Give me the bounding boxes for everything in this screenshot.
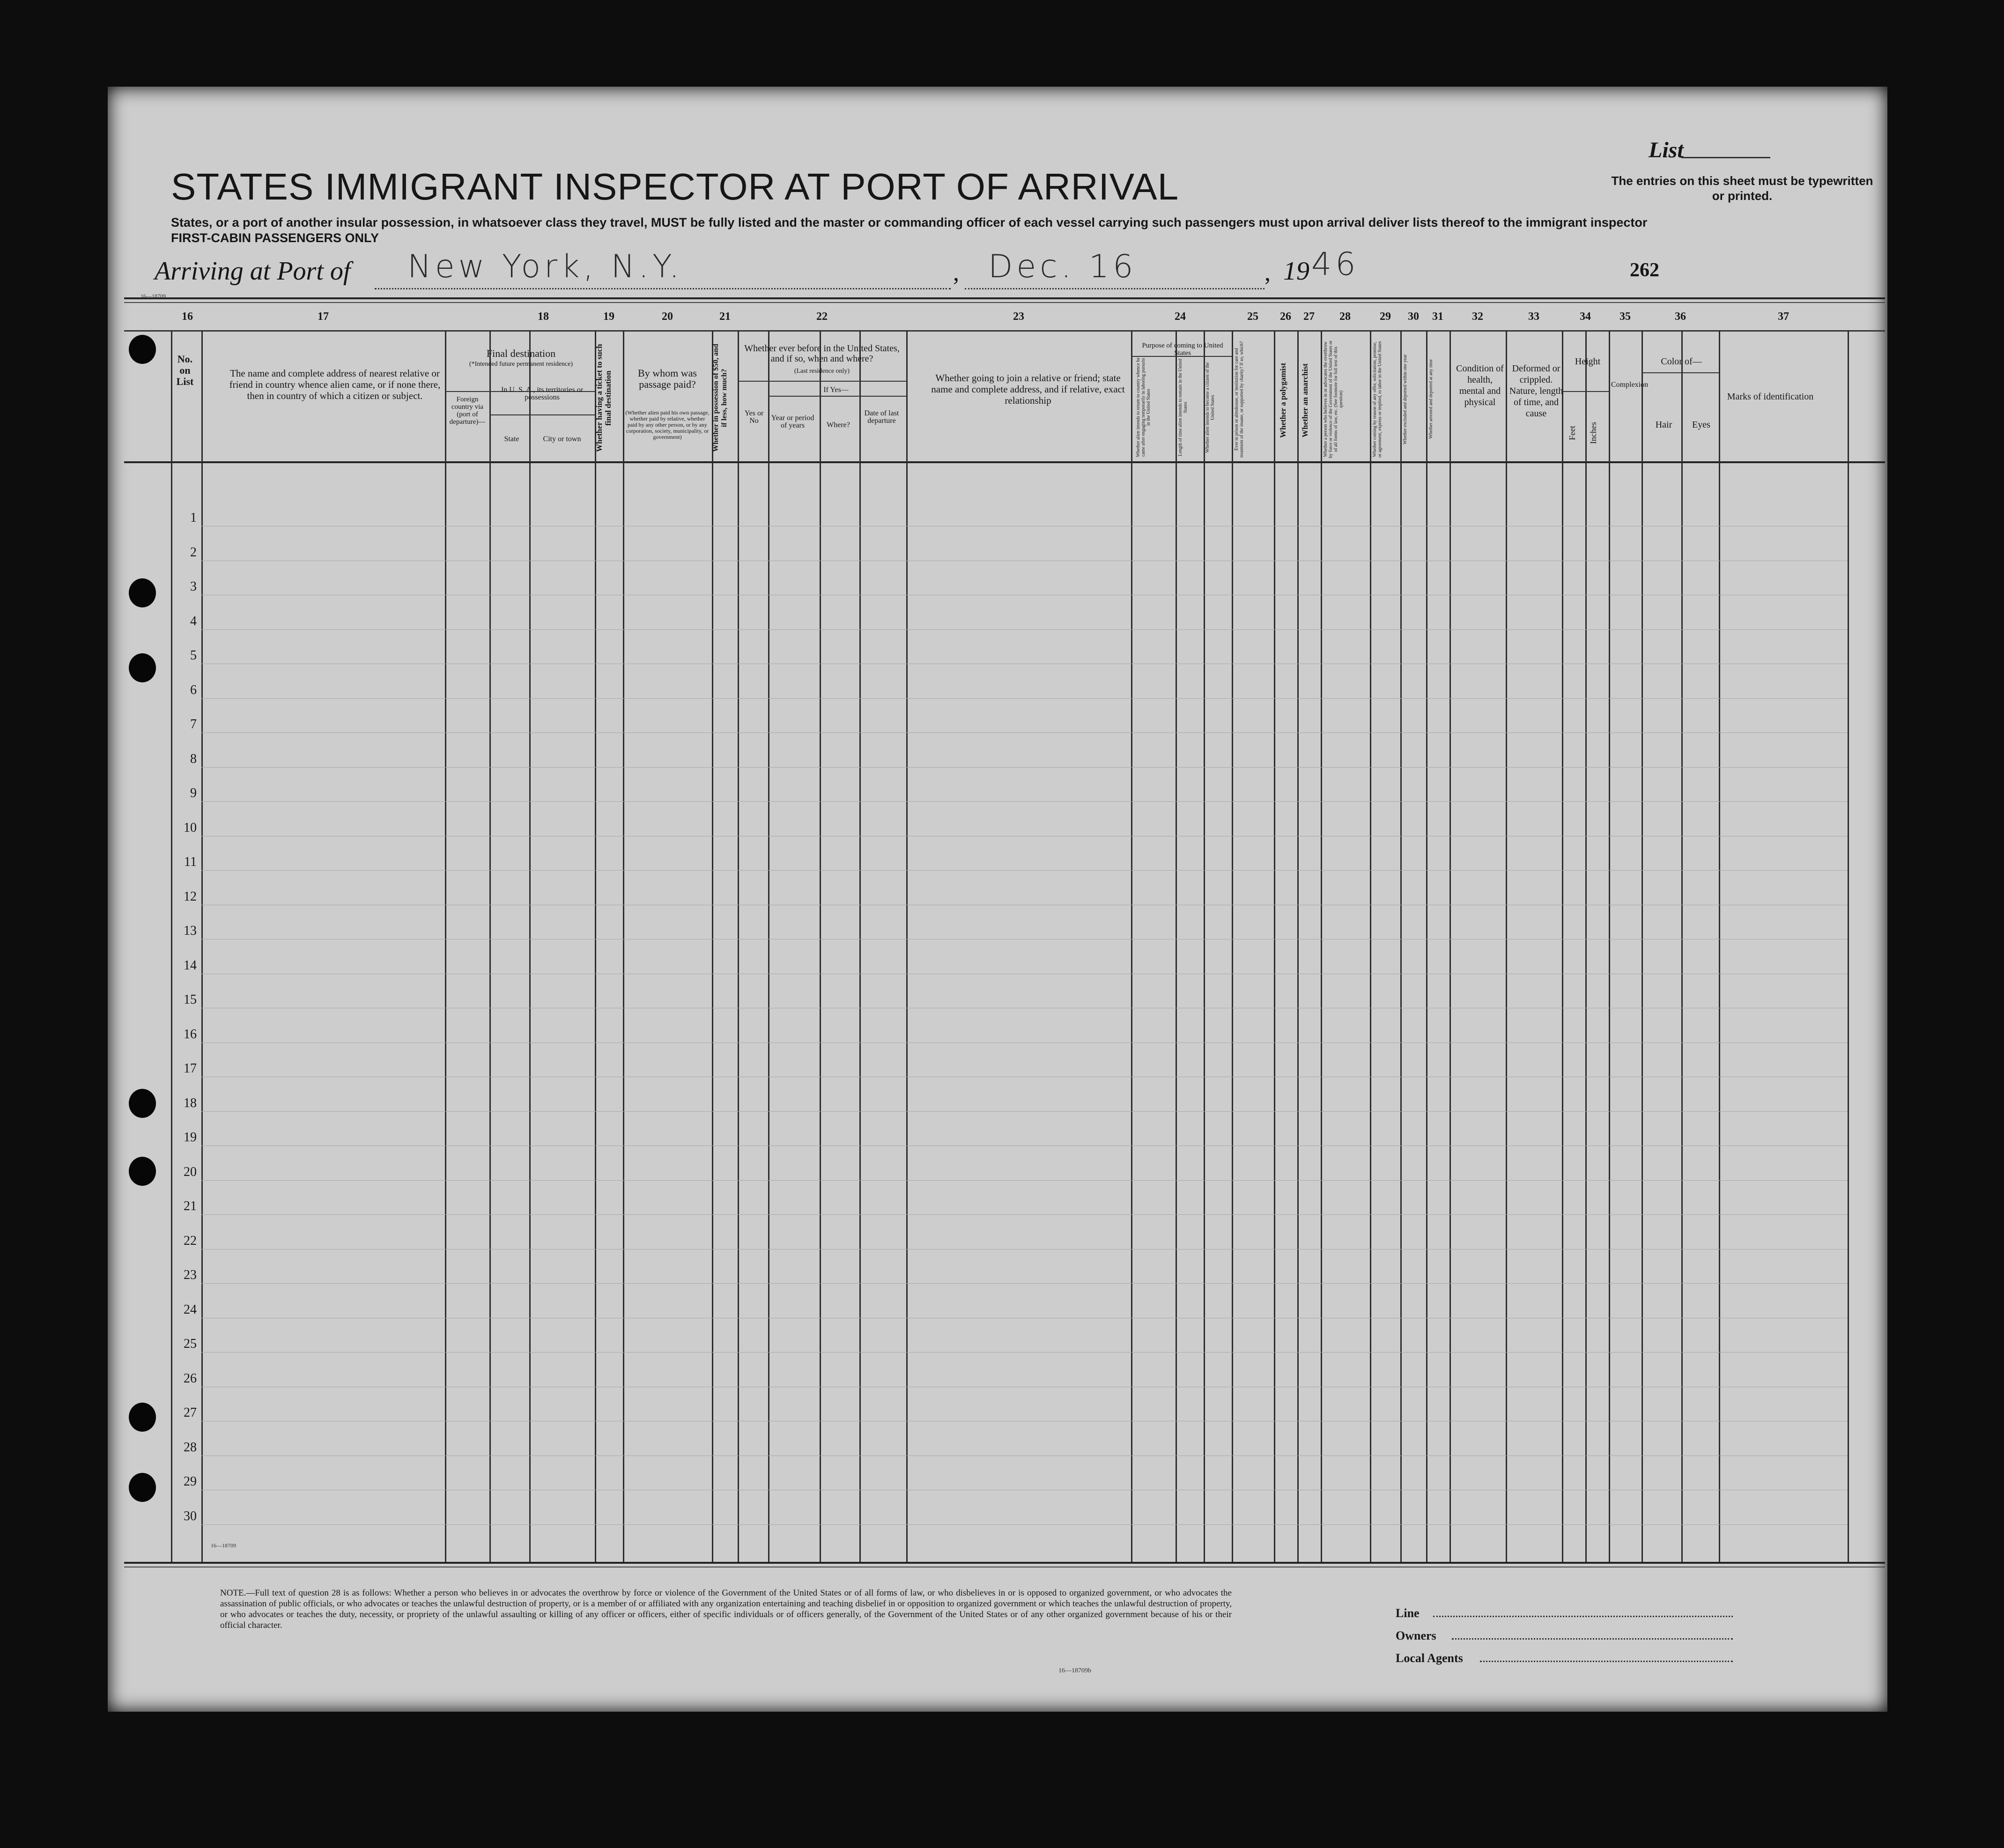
header-prison: Ever in prison or almshouse, or institution for care and treatment of the insane, or supported by charity? If so, which? [1234,341,1244,458]
punch-hole [129,653,156,682]
column-rule [201,330,203,1562]
column-number: 32 [1472,310,1483,323]
header-state: State [504,435,519,443]
local-agents-field [1480,1661,1733,1662]
row-number: 21 [184,1199,197,1213]
column-number: 19 [603,310,614,323]
row-number: 7 [190,717,197,732]
column-number: 21 [719,310,731,323]
manifest-sheet: STATES IMMIGRANT INSPECTOR AT PORT OF ARRIVAL States, or a port of another insular possession, in whatsoever class they travel, MUST be fully listed and the master or commanding officer of each vessel carrying such passengers must upon arrival deliver lists thereof to the immigrant inspector FIRST-CABIN PASSENGERS ONLY List The entries on this sheet must be typewritten or printed. Arriving at Port of New York, N.Y. , Dec. 16 , 19 46 262 16—18709 16 17 18 19 20 21 22 23 24 25 26 27 28 29 30 31 32 33 34 35 36 37 No. on List The name and complete address of nearest relative or friend in country whence alien came, or if none there, then in country of which a citizen or subject. Final destination (*Intended future permanent residence) Foreign country via (port of departure)— In U. S. A., its territories or possessions State City or town Whether having a ticket to such final destination By whom was passage paid? (Whether alien paid his own passage, whether paid by relative, whether paid by any other person, or by any corporation, society, municipality, or government) Whether in possession of $50, and if less, how much? Whether ever before in the United States, and if so, when and where? (Last residence only) If Yes— Yes or No Year or period of years Where? Date of last departure Whether going to join a relative or friend; state name and complete address, and if relative, exact relationship Purpose of coming to United States Whether alien intends to return to country whence he came after engaging temporarily in laboring pursuits in the United States Length of time alien intends to remain in the United States Whether alien intends to become a citizen of the United States Ever in prison or almshouse, or institution for care and treatment of the insane, or supported by charity? If so, which? Whether a polygamist Whether an anarchist Whether a person who believes in or advocates the overthrow by force or violence of the Government of the United States or of all forms of law, etc. (See footnote for full text of this question) Whether coming by reason of any offer, solicitation, promise, or agreement, express or implied, to labor in the United States Whether excluded and deported within one year Whether arrested and deported at any time Condition of health, mental and physical Deformed or crippled. Nature, length of time, and cause Height Feet Inches Complexion Color of— Hair Eyes Marks of identification 1 2 3 4 5 6 7 8 9 10 11 12 13 14 15 16 17 18 19 20 21 22 23 24 25 26 27 28 29 30 16—18709 NOTE.—Full text of question 28 is as follows: Whether a person who believes in or advocates the overthrow by force or violence of the Government of the United States or of all forms of law, or who disbelieves in or is opposed to organized government, or who advocates the assassination of public officials, or who advocates or teaches the unlawful destruction of property, or is a member of or affiliated with any organization entertaining and teaching disbelief in or opposition to organized government or which teaches the unlawful destruction of property, or who advocates or teaches the duty, necessity, or propriety of the unlawful assaulting or killing of any officer or officers, either of specific individuals or of officers generally, of the Government of the United States or of any other organized government because of his or their official character. 16—18709b Line Owners Local Agents [108,87,1887,1712]
column-number: 16 [182,310,193,323]
header-marks: Marks of identification [1727,392,1814,402]
header-ever-before: Whether ever before in the United States, and if so, when and where? [744,343,900,364]
table-row [201,870,1848,871]
punch-hole [129,1403,156,1432]
header-purpose-length: Length of time alien intends to remain in the United States [1178,359,1188,457]
column-number: 24 [1175,310,1186,323]
column-rule [738,330,739,1562]
column-number: 18 [538,310,549,323]
column-rule [859,330,861,1562]
header-ticket: Whether having a ticket to such final destination [595,344,613,452]
footnote: NOTE.—Full text of question 28 is as follows: Whether a person who believes in or advocates the overthrow by force or violence of the Government of the United States or of all forms of law, or who disbelieves in or is opposed to organized government, or who advocates the assassination of public officials, or who advocates or teaches the unlawful destruction of property, or is a member of or affiliated with any organization entertaining and teaching disbelief in or opposition to organized government or which teaches the unlawful destruction of property, or who advocates or teaches the duty, necessity, or propriety of the unlawful assaulting or killing of any officer or officers, either of specific individuals or of officers generally, of the Government of the United States or of any other organized government because of his or their official character. [220,1588,1232,1630]
row-number: 12 [184,889,197,904]
column-rule [529,330,531,1562]
column-rule [623,330,624,1562]
column-rule [1449,330,1451,1562]
arriving-label: Arriving at Port of [155,257,351,286]
row-number: 17 [184,1061,197,1076]
header-feet: Feet [1568,426,1577,441]
row-number: 5 [190,648,197,663]
typed-notice: The entries on this sheet must be typewritten or printed. [1611,174,1873,203]
header-purpose-return: Whether alien intends to return to country whence he came after engaging temporarily in laboring pursuits in the United States [1136,357,1151,458]
header-height: Height [1575,356,1601,367]
row-number: 29 [184,1474,197,1489]
row-number: 8 [190,751,197,766]
year-handwritten: 46 [1311,246,1360,283]
column-rule [1232,330,1233,1562]
form-subtitle: States, or a port of another insular possession, in whatsoever class they travel, MUST be fully listed and the master or commanding officer of each vessel carrying such passengers must upon arrival deliver lists thereof to the immigrant inspector [171,215,1648,229]
row-number: 1 [190,510,197,525]
column-rule [1400,330,1402,1562]
header-where: Where? [827,421,850,429]
table-row [201,1283,1848,1284]
column-number: 23 [1013,310,1024,323]
row-number: 2 [190,545,197,560]
date-handwritten: Dec. 16 [988,248,1137,285]
row-number: 30 [184,1508,197,1523]
header-passage-paid: By whom was passage paid? [638,367,697,390]
column-number: 35 [1619,310,1631,323]
column-rule [1681,330,1683,1562]
row-number: 23 [184,1268,197,1282]
header-usa: In U. S. A., its territories or possessions [501,386,584,401]
column-rule [1370,330,1371,1562]
column-rule [768,330,769,1562]
header-polygamist: Whether a polygamist [1279,362,1287,438]
column-number: 37 [1778,310,1789,323]
column-rule [595,330,596,1562]
column-rule [1506,330,1507,1562]
header-purpose: Purpose of coming to United States [1142,342,1223,357]
column-number: 34 [1580,310,1591,323]
punch-hole [129,578,156,607]
row-number: 22 [184,1233,197,1248]
header-eyes: Eyes [1692,420,1710,430]
table-row [201,698,1848,699]
header-color-of: Color of— [1661,356,1702,367]
table-row [201,1042,1848,1043]
class-line: FIRST-CABIN PASSENGERS ONLY [171,231,379,245]
column-number: 17 [318,310,329,323]
header-ever-before-note: (Last residence only) [794,368,850,375]
header-deformed: Deformed or crippled. Nature, length of time, and cause [1509,363,1563,419]
row-number: 24 [184,1302,197,1317]
punch-hole [129,335,156,364]
header-final-destination: Final destination [486,347,556,359]
column-rule [1204,330,1205,1562]
table-row [201,1180,1848,1181]
column-number: 27 [1303,310,1315,323]
header-final-destination-note: (*Intended future permanent residence) [469,361,573,368]
column-number: 31 [1432,310,1443,323]
column-number: 26 [1280,310,1291,323]
column-number: 30 [1408,310,1419,323]
header-labor-offer: Whether coming by reason of any offer, solicitation, promise, or agreement, express or implied, to labor in the United States [1372,341,1383,458]
header-period-years: Year or period of years [771,414,814,429]
column-rule [1426,330,1427,1562]
line-field [1433,1616,1733,1617]
header-if-yes: If Yes— [823,386,849,394]
subheader-rule [768,396,906,397]
column-number: 20 [662,310,673,323]
header-anarchist: Whether an anarchist [1301,363,1309,438]
header-foreign-country: Foreign country via (port of departure)— [449,396,486,426]
header-arrested: Whether arrested and deported at any time [1428,359,1434,439]
table-row [201,1111,1848,1112]
subheader-rule [738,381,906,382]
header-going-to-join: Whether going to join a relative or friend; state name and complete address, and if relative, exact relationship [931,372,1125,406]
row-number: 4 [190,614,197,628]
list-number: 262 [1630,259,1659,281]
column-rule [906,330,908,1562]
column-rule [1176,330,1177,1562]
row-number: 6 [190,682,197,697]
column-number: 25 [1247,310,1258,323]
header-city: City or town [543,435,581,443]
table-row [201,1352,1848,1353]
table-row [201,801,1848,802]
row-number: 13 [184,924,197,938]
header-excluded: Whether excluded and deported within one year [1403,354,1408,444]
row-number: 25 [184,1337,197,1351]
row-number: 14 [184,958,197,973]
column-rule [445,330,446,1562]
header-nearest-relative: The name and complete address of nearest relative or friend in country whence alien came, or if none there, then in country of which a citizen or subject. [229,368,441,401]
row-number: 19 [184,1130,197,1145]
punch-hole [129,1473,156,1502]
table-row [201,1214,1848,1215]
header-health: Condition of health, mental and physical [1456,363,1504,407]
column-number: 29 [1380,310,1391,323]
column-number: 36 [1675,310,1686,323]
form-reference: 16—18709 [141,293,166,299]
column-rule [1585,330,1587,1562]
header-purpose-citizen: Whether alien intends to become a citizen of the United States [1205,362,1215,453]
row-number: 20 [184,1164,197,1179]
form-title: STATES IMMIGRANT INSPECTOR AT PORT OF ARRIVAL [171,166,1179,207]
punch-hole [129,1089,156,1118]
column-number: 22 [816,310,828,323]
column-rule [712,330,713,1562]
table-row [201,767,1848,768]
punch-hole [129,1157,156,1186]
year-prefix: 19 [1283,257,1309,286]
column-rule [1131,330,1132,1562]
header-complexion: Complexion [1611,381,1649,389]
header-fifty-dollars: Whether in possession of $50, and if less, how much? [712,344,728,452]
header-no-on-list: No. on List [176,353,194,387]
table-row [201,732,1848,733]
table-row [201,629,1848,630]
table-row [201,1524,1848,1525]
column-rule [1274,330,1275,1562]
row-number: 10 [184,820,197,835]
row-number: 3 [190,579,197,594]
column-rule [1642,330,1643,1562]
column-rule [1719,330,1720,1562]
row-number: 18 [184,1095,197,1110]
header-passage-note: (Whether alien paid his own passage, whether paid by relative, whether paid by any other person, or by any corporation, society, municipality, or government) [625,409,710,440]
owners-field [1452,1638,1733,1640]
subheader-rule [1562,391,1609,392]
row-number: 26 [184,1371,197,1386]
header-question-28: Whether a person who believes in or advocates the overthrow by force or violence of the Government of the United States or of all forms of law, etc. (See footnote for full text of this question) [1323,340,1344,458]
header-hair: Hair [1655,420,1672,430]
column-rule [1297,330,1299,1562]
footnote-reference: 16—18709b [1058,1667,1091,1674]
column-rule [1848,330,1849,1562]
owners-label: Owners [1396,1629,1436,1642]
column-rule [1609,330,1610,1562]
manifest-table [108,87,1887,1712]
header-date-departure: Date of last departure [864,409,899,425]
column-rule [489,330,491,1562]
row-number: 9 [190,786,197,800]
local-agents-label: Local Agents [1396,1651,1463,1665]
row-number: 15 [184,992,197,1007]
row-number: 28 [184,1440,197,1455]
column-rule [820,330,821,1562]
row-number: 11 [184,855,197,869]
column-number: 28 [1339,310,1351,323]
row-number: 27 [184,1405,197,1420]
port-handwritten: New York, N.Y. [407,248,683,285]
column-rule [1321,330,1322,1562]
header-inches: Inches [1589,422,1598,444]
row-number: 16 [184,1027,197,1042]
column-number: 33 [1528,310,1539,323]
subheader-rule [1642,372,1719,373]
table-reference: 16—18709 [211,1542,236,1549]
header-yes-no: Yes or No [744,409,764,425]
list-label: List [1649,138,1684,163]
line-label: Line [1396,1606,1420,1620]
subheader-rule [489,414,595,415]
column-rule [1562,330,1563,1562]
